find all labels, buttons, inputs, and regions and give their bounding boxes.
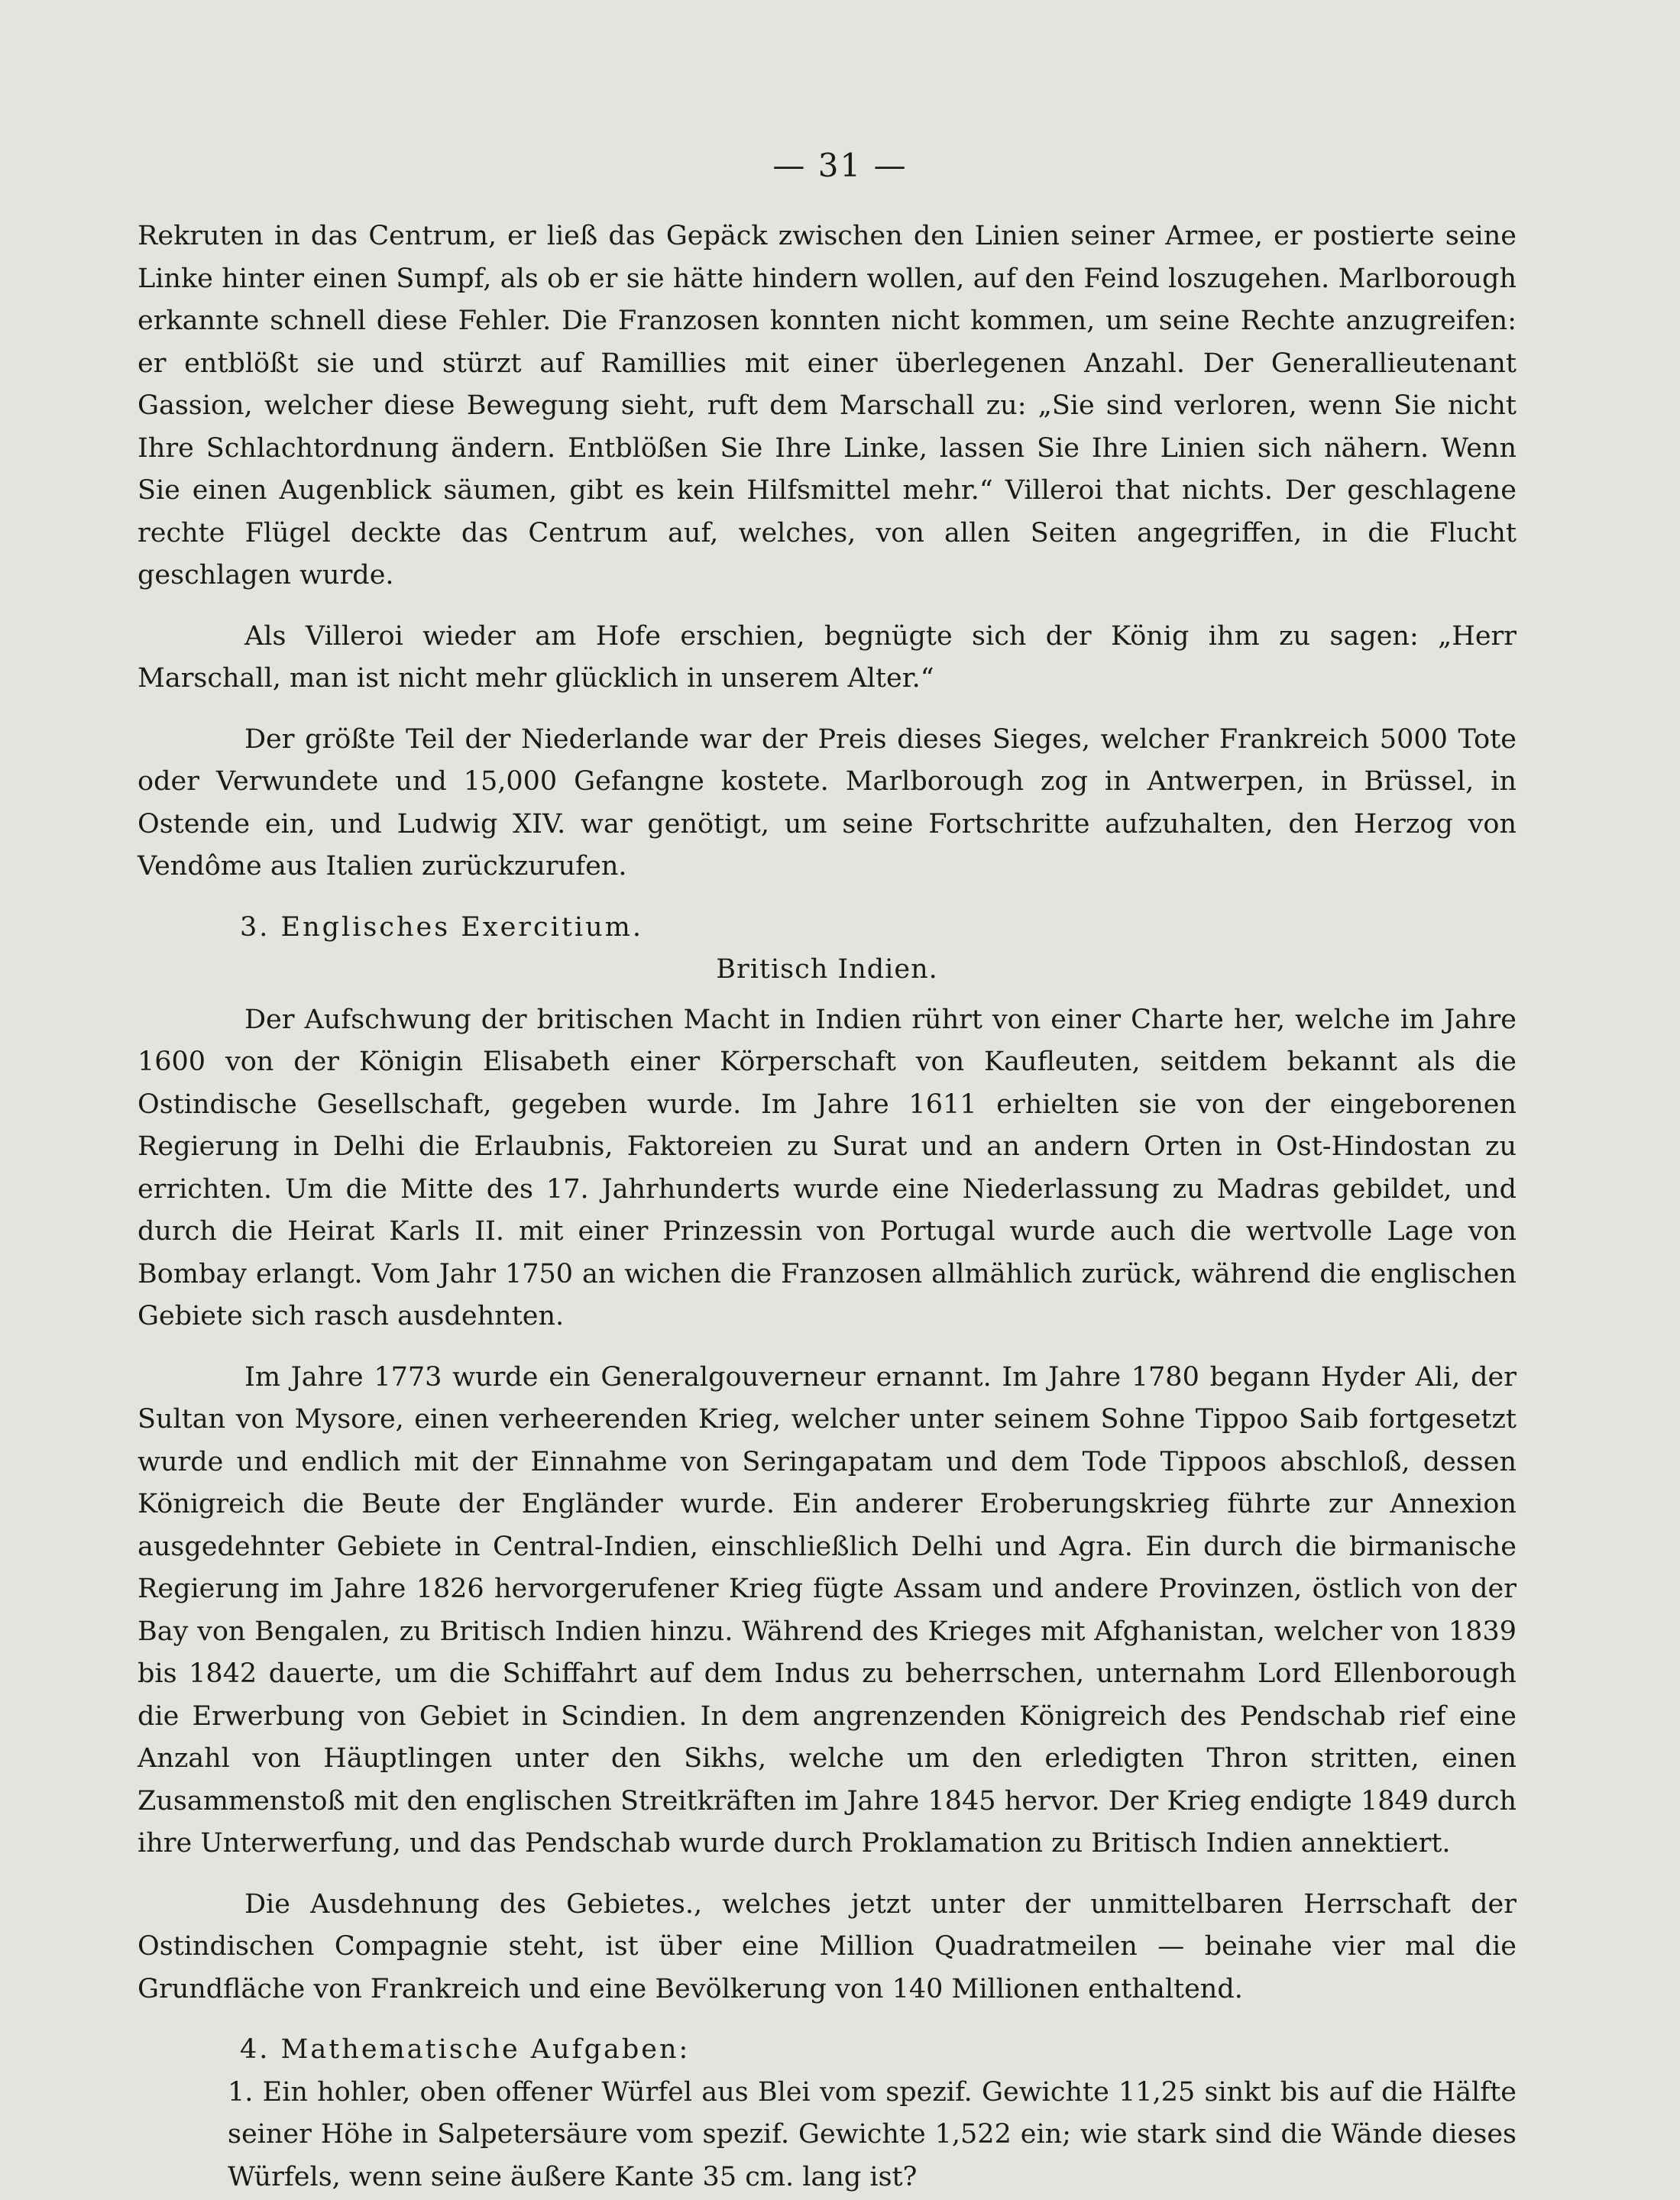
task-item	[138, 2072, 1517, 2199]
paragraph: Als Villeroi wieder am Hofe erschien, begnügte sich der König ihm zu sagen: „Herr Marschall, man ist nicht mehr glücklich in unserem Alter.“	[138, 620, 1517, 694]
body-text	[138, 215, 1517, 2198]
paragraph: Der größte Teil der Niederlande war der Preis dieses Sieges, welcher Frankreich 5000 Tote oder Verwundete und 15,000 Gefangne kostete. Marlborough zog in Antwerpen, in Brüssel, in Ostende ein, und Ludwig XIV. war genötigt, um seine Fortschritte aufzuhalten, den Herzog von Vendôme aus Italien zurückzurufen.	[138, 723, 1517, 882]
paragraph: Im Jahre 1773 wurde ein Generalgouverneur ernannt. Im Jahre 1780 begann Hyder Ali, der Sultan von Mysore, einen verheerenden Krieg, welcher unter seinem Sohne Tippoo Saib fortgesetzt wurde und endlich mit der Einnahme von Seringapatam und dem Tode Tippoos abschloß, dessen Königreich die Beute der Engländer wurde. Ein anderer Eroberungskrieg führte zur Annexion ausgedehnter Gebiete in Central-Indien, einschließlich Delhi und Agra. Ein durch die birmanische Regierung im Jahre 1826 hervorgerufener Krieg fügte Assam und andere Provinzen, östlich von der Bay von Bengalen, zu Britisch Indien hinzu. Während des Krieges mit Afghanistan, welcher von 1839 bis 1842 dauerte, um die Schiffahrt auf dem Indus zu beherrschen, unternahm Lord Ellenborough die Erwerbung von Gebiet in Scindien. In dem angrenzenden Königreich des Pendschab rief eine Anzahl von Häuptlingen unter den Sikhs, welche um den erledigten Thron stritten, einen Zusammenstoß mit den englischen Streitkräften im Jahre 1845 hervor. Der Krieg endigte 1849 durch ihre Unterwerfung, und das Pendschab wurde durch Proklamation zu Britisch Indien annektiert.	[138, 1361, 1517, 1859]
paragraph-continuation: Rekruten in das Centrum, er ließ das Gepäck zwischen den Linien seiner Armee, er postierte seine Linke hinter einen Sumpf, als ob er sie hätte hindern wollen, auf den Feind loszugehen. Marlborough erkannte schnell diese Fehler. Die Franzosen konnten nicht kommen, um seine Rechte anzugreifen: er entblößt sie und stürzt auf Ramillies mit einer überlegenen Anzahl. Der Generallieutenant Gassion, welcher diese Bewegung sieht, ruft dem Marschall zu: „Sie sind verloren, wenn Sie nicht Ihre Schlachtordnung ändern. Entblößen Sie Ihre Linke, lassen Sie Ihre Linien sich nähern. Wenn Sie einen Augenblick säumen, gibt es kein Hilfsmittel mehr.“ Villeroi that nichts. Der geschlagene rechte Flügel deckte das Centrum auf, welches, von allen Seiten angegriffen, in die Flucht geschlagen wurde.	[138, 221, 1517, 590]
page-number: — 31 —	[772, 147, 908, 184]
task-text: Ein hohler, oben offener Würfel aus Blei vom spezif. Gewichte 11,25 sinkt bis auf die Hälfte seiner Höhe in Salpetersäure vom spezif. Gewichte 1,522 ein; wie stark sind die Wände dieses Würfels, wenn seine äußere Kante 35 cm. lang ist?	[228, 2076, 1517, 2192]
section-heading-math-tasks: 4. Mathematische Aufgaben:	[240, 2034, 691, 2065]
paragraph: Der Aufschwung der britischen Macht in Indien rührt von einer Charte her, welche im Jahre 1600 von der Königin Elisabeth einer Körperschaft von Kaufleuten, seitdem bekannt als die Ostindische Gesellschaft, gegeben wurde. Im Jahre 1611 erhielten sie von der eingeborenen Regierung in Delhi die Erlaubnis, Faktoreien zu Surat und an andern Orten in Ost-Hindostan zu errichten. Um die Mitte des 17. Jahrhunderts wurde eine Niederlassung zu Madras gebildet, und durch die Heirat Karls II. mit einer Prinzessin von Portugal wurde auch die wertvolle Lage von Bombay erlangt. Vom Jahr 1750 an wichen die Franzosen allmählich zurück, während die englischen Gebiete sich rasch ausdehnten.	[138, 1004, 1517, 1331]
section-heading-english-exercise: 3. Englisches Exercitium.	[240, 911, 643, 943]
section-subheading: Britisch Indien.	[716, 954, 938, 985]
task-number: 1.	[228, 2076, 254, 2108]
paragraph: Die Ausdehnung des Gebietes., welches jetzt unter der unmittelbaren Herrschaft der Ostindischen Compagnie steht, ist über eine Million Quadratmeilen — beinahe vier mal die Grundfläche von Frankreich und eine Bevölkerung von 140 Millionen enthaltend.	[138, 1888, 1517, 2004]
